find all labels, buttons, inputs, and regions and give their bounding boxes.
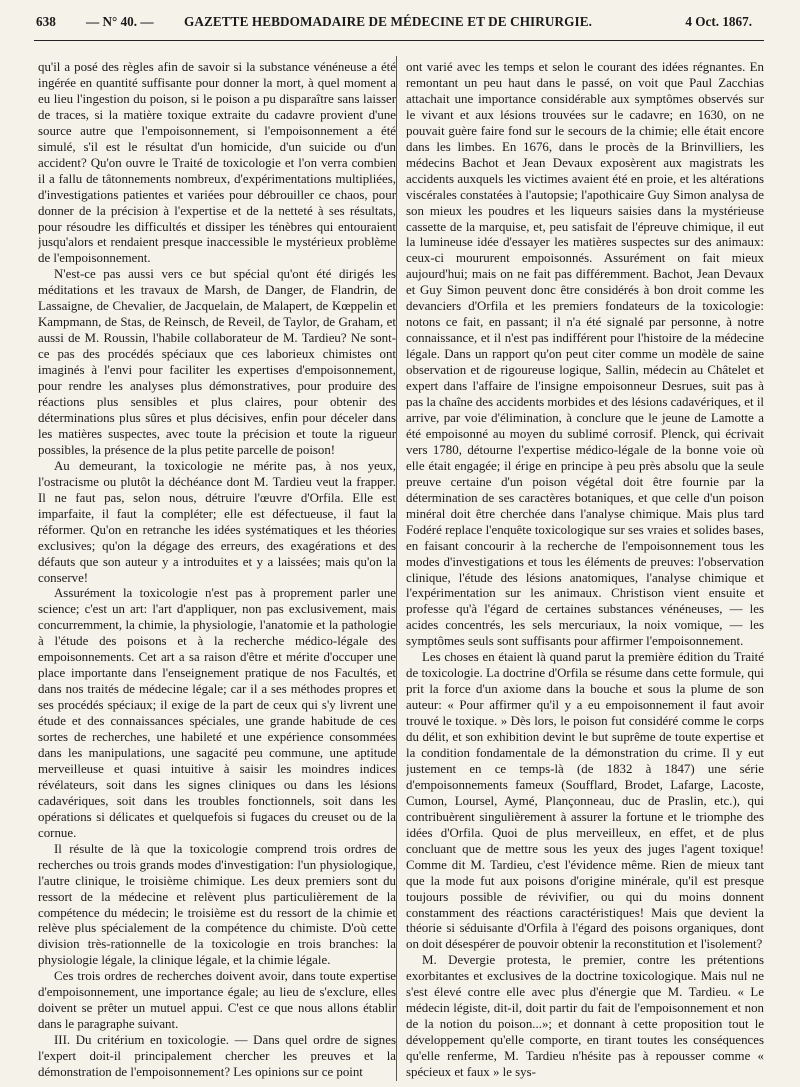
- paragraph: qu'il a posé des règles afin de savoir si la substance vénéneuse a été ingérée en quantité suffisante pour donner la mort, à quel moment a eu lieu l'ingestion du poison, si le poison a pu disparaître sans laisser de traces, si la matière toxique extraite du cadavre provient d'une source autre que l'empoisonnement, si l'empoisonnement a été simulé, s'il est le résultat d'un homicide, d'un suicide ou d'un accident? Qu'on ouvre le Traité de toxicologie et l'on verra combien il a fallu de tâtonnements nombreux, d'expérimentations multipliées, d'investigations patientes et variées pour débrouiller ce chaos, pour donner de la précision à l'expertise et de la netteté à ses résultats, pour résoudre les difficultés et dissiper les ténèbres qui entouraient jusqu'alors et rendaient presque inaccessible le mystérieux problème de l'empoisonnement.: [38, 60, 396, 266]
- issue-date: 4 Oct. 1867.: [685, 14, 752, 29]
- header-rule: [34, 40, 764, 41]
- paragraph: ont varié avec les temps et selon le courant des idées régnantes. En remontant un peu haut dans le passé, on voit que Paul Zacchias attachait une importance considérable aux symptômes observés sur le vivant et aux lésions trouvées sur le cadavre; en 1630, on ne pouvait guère faire fond sur le secours de la chimie; elle était encore dans les limbes. En 1676, dans le procès de la Brinvilliers, les médecins Bachot et Jean Devaux exposèrent aux magistrats les accidents auxquels les victimes avaient été en proie, et les altérations viscérales constatées à l'autopsie; l'apothicaire Guy Simon analysa de son mieux les poudres et les liqueurs saisies dans la mystérieuse cassette de la marquise, et, peu satisfait de l'épreuve chimique, il eut la lumineuse idée d'essayer les matières suspectes sur des animaux: ceux-ci moururent empoisonnés. Assurément on fait mieux aujourd'hui; mais on ne fait pas différemment. Bachot, Jean Devaux et Guy Simon peuvent donc être considérés à bon droit comme les devanciers d'Orfila et les premiers fondateurs de la toxicologie: notons ce fait, en passant; il n'a été signalé par personne, à notre connaissance, et il n'est pas indifférent pour l'histoire de la médecine légale. Dans un rapport qu'on peut citer comme un modèle de saine observation et de rigoureuse logique, Sallin, médecin au Châtelet et expert dans l'affaire de l'insigne empoisonneur Desrues, suit pas à pas la chaîne des accidents morbides et des lésions cadavériques, et il arrive, par voie d'élimination, à conclure que le jeune de Lamotte a été empoisonné au moyen du sublimé corrosif. Plenck, qui écrivait vers 1780, détourne l'expertise médico-légale de la bonne voie où elle était engagée; il érige en principe à peu près absolu que la seule preuve certaine d'un poison végétal doit être fournie par la détermination de ses caractères botaniques, et que celle d'un poison minéral doit être cherchée dans l'analyse chimique. Mais plus tard Fodéré replace l'enquête toxicologique sur ses vraies et solides bases, en faisant concourir à la recherche de l'empoisonnement tous les modes d'investigations et tous les éléments de preuves: l'observation clinique, l'étude des lésions anatomiques, l'analyse chimique et l'expérimentation sur les animaux. Christison vient ensuite et professe qu'à l'égard de certaines substances vénéneuses, — les acides concentrés, les sels mercuriaux, la noix vomique, — les symptômes seuls sont suffisants pour affirmer l'empoisonnement.: [406, 60, 764, 649]
- column-divider: [396, 56, 397, 1081]
- issue-number: — N° 40. —: [86, 14, 154, 29]
- page-header: [34, 6, 766, 40]
- paragraph: N'est-ce pas aussi vers ce but spécial qu'ont été dirigés les méditations et les travaux de Marsh, de Danger, de Flandrin, de Lassaigne, de Chevalier, de Jacquelain, de Malapert, de Kœppelin et Kampmann, de Stas, de Reinsch, de Reveil, de Taylor, de Graham, et aussi de M. Roussin, l'habile collaborateur de M. Tardieu? Ne sont-ce pas des procédés spéciaux que ces laborieux chimistes ont imaginés à l'envi pour faciliter les expertises d'empoisonnement, pour rendre les analyses plus démonstratives, pour produire des réactions plus sensibles et plus claires, pour obtenir des déterminations plus sûres et plus décisives, enfin pour déceler dans les matières suspectes, avec toute la précision et toute la rigueur possibles, la présence de la plus petite parcelle de poison!: [38, 267, 396, 457]
- section-paragraph: III. Du critérium en toxicologie. — Dans quel ordre de signes l'expert doit-il principalement chercher les preuves et la démonstration de l'empoisonnement? Les opinions sur ce point: [38, 1033, 396, 1080]
- paragraph: Ces trois ordres de recherches doivent avoir, dans toute expertise d'empoisonnement, une importance égale; au lieu de s'exclure, elles doivent se prêter un mutuel appui. C'est ce que nous allons établir dans le paragraphe suivant.: [38, 969, 396, 1032]
- paragraph: Au demeurant, la toxicologie ne mérite pas, à nos yeux, l'ostracisme ou plutôt la déchéance dont M. Tardieu veut la frapper. Il ne faut pas, selon nous, détruire l'œuvre d'Orfila. Elle est imparfaite, il faut la compléter; elle est défectueuse, il faut la réformer. Qu'on en retranche les idées systématiques et les théories exclusives; qu'on la dégage des erreurs, des exagérations et des défauts que son auteur y a introduites et y a laissées; mais qu'on la conserve!: [38, 458, 396, 585]
- page-number: 638: [36, 14, 56, 29]
- paragraph: M. Devergie protesta, le premier, contre les prétentions exorbitantes et exclusives de la doctrine toxicologique. Mais nul ne s'est élevé contre elle avec plus d'énergie que M. Tardieu. « Le médecin légiste, dit-il, doit partir du fait de l'empoisonnement et non de la notion du poison...»; et donnant à cette proposition tout le développement qu'elle comporte, en tirant toutes les conséquences qu'elle renferme, M. Tardieu n'hésite pas à repousser comme « spécieux et faux » le sys-: [406, 953, 764, 1080]
- journal-title: GAZETTE HEBDOMADAIRE DE MÉDECINE ET DE CHIRURGIE.: [184, 14, 593, 29]
- paragraph: Assurément la toxicologie n'est pas à proprement parler une science; c'est un art: l'art d'appliquer, non pas exclusivement, mais concurremment, la chimie, la physiologie, l'anatomie et la pathologie à l'étude des poisons et à la recherche médico-légale des empoisonnements. Cet art a sa raison d'être et mérite d'occuper une place importante dans l'enseignement pratique de nos Facultés, et dans nos traités de médecine légale; car il a ses méthodes propres et ses procédés spéciaux; il exige de la part de ceux qui s'y livrent une étude et des connaissances spéciales, une grande habitude de ces sortes de recherches, une habileté et une expérience consommées dans les manipulations, une sagacité peu commune, une aptitude merveilleuse et quasi intuitive à saisir les moindres indices révélateurs, soit dans les signes cliniques ou dans les lésions cadavériques, soit dans les troubles fonctionnels, soit dans les opérations si délicates et quelquefois si fugaces du creuset ou de la cornue.: [38, 586, 396, 840]
- paragraph: Les choses en étaient là quand parut la première édition du Traité de toxicologie. La doctrine d'Orfila se résume dans cette formule, qui prit la force d'un axiome dans la bouche et sous la plume de son auteur: « Pour affirmer qu'il y a eu empoisonnement il faut avoir trouvé le toxique. » Dès lors, le poison fut considéré comme le corps du délit, et son exhibition devint le but suprême de toute expertise et la condition fondamentale de la démonstration du crime. Il y eut justement en ce temps-là (de 1832 à 1847) une série d'empoisonnements fameux (Soufflard, Brodet, Lafarge, Lacoste, Cumon, Loursel, Aymé, Plançonneau, duc de Praslin, etc.), qui contribuèrent singulièrement à assurer la fortune et le triomphe des idées d'Orfila. Quoi de plus merveilleux, en effet, et de plus concluant que de mettre sous les yeux des juges l'agent toxique! Comme dit M. Tardieu, c'est l'évidence même. Rien de mieux tant que la mode fut aux poisons d'origine minérale, qu'il est presque toujours possible de révivifier, ou qui du moins donnent constamment des réactions caractéristiques! Mais que devient la théorie si séduisante d'Orfila à l'égard des poisons organiques, dont on doit désespérer de pouvoir obtenir la reconstitution et l'isolement?: [406, 650, 764, 952]
- right-column: [406, 60, 764, 1085]
- paragraph: Il résulte de là que la toxicologie comprend trois ordres de recherches ou trois grands modes d'investigation: l'un physiologique, l'autre clinique, le troisième chimique. Les deux premiers sont du ressort de la médecine et relèvent plus particulièrement de la compétence du médecin; le troisième est du ressort de la chimie et relève plus spécialement de la compétence du chimiste. D'où cette division très-rationnelle de la toxicologie en trois branches: la physiologie légale, la clinique légale, et la chimie légale.: [38, 841, 396, 968]
- left-column: [38, 60, 396, 1085]
